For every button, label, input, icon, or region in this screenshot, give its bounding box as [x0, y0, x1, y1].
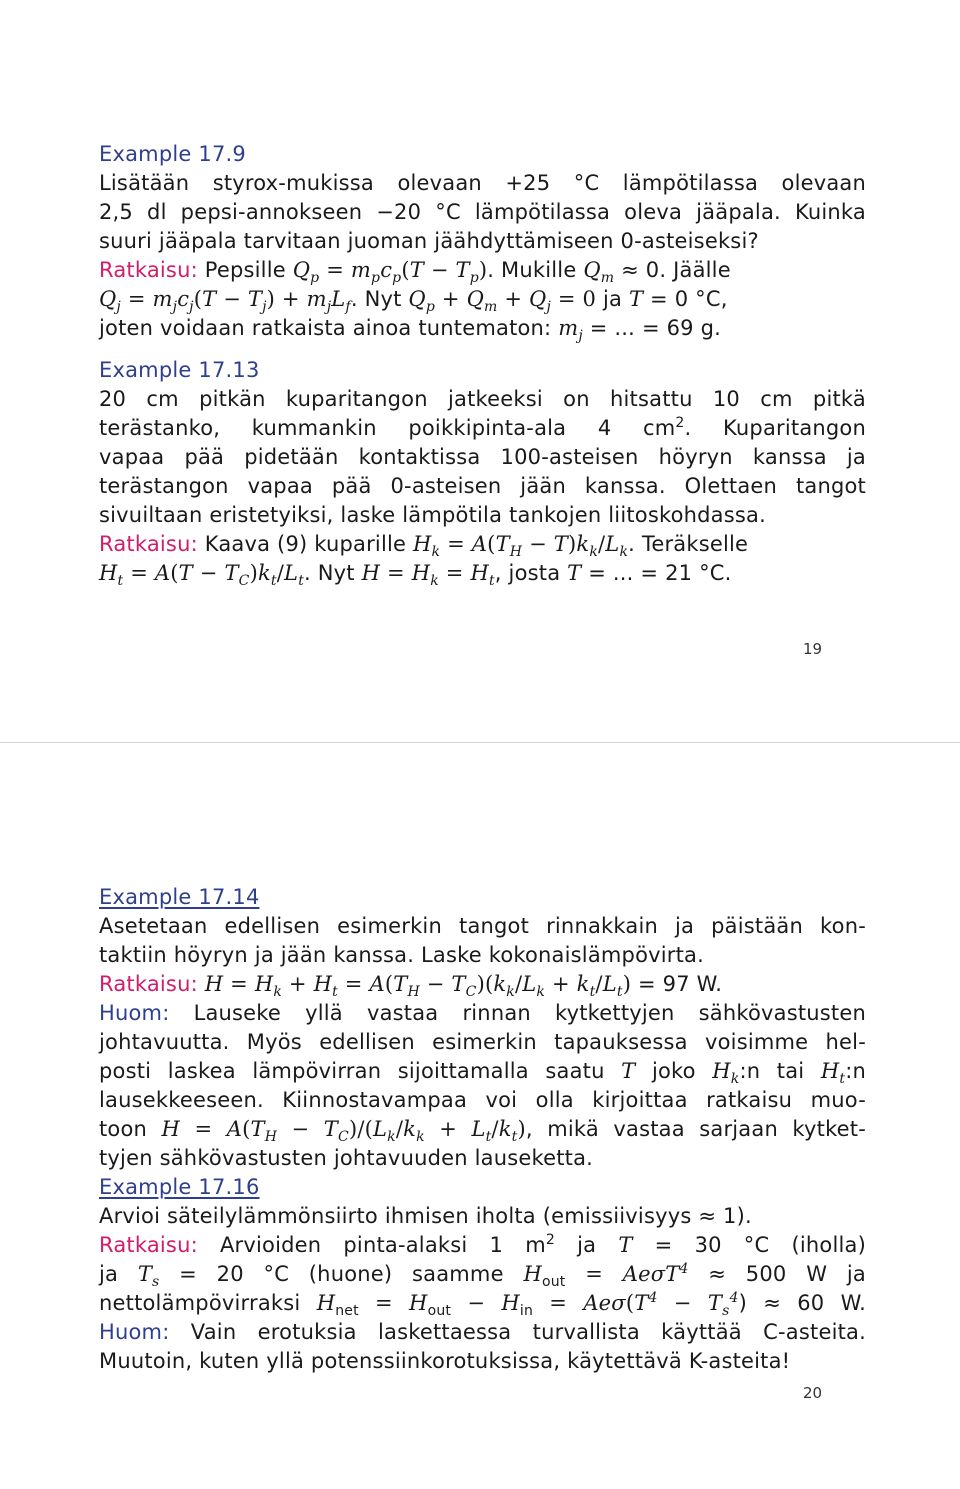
- formula: $H_k$: [712, 1059, 740, 1088]
- example-17-13-heading: Example 17.13: [99, 358, 260, 382]
- example-17-9-solution-line-3: [99, 314, 866, 343]
- page-number: 20: [803, 1384, 823, 1402]
- example-17-9-line-1: Lisätään styrox-mukissa olevaan +25 °C lämpötilassa olevaan: [99, 171, 866, 195]
- text-fragment: , josta: [494, 561, 568, 585]
- example-17-13-line-2: [99, 414, 866, 443]
- text-fragment: = 20 °C (huone) saamme: [159, 1262, 524, 1286]
- example-17-14-note-line-6: tyjen sähkövastusten johtavuuden lauseketta.: [99, 1146, 594, 1170]
- text-fragment: :n tai: [739, 1059, 821, 1083]
- text-fragment: . Mukille: [487, 258, 584, 282]
- formula: $H = H_k + H_t = A(T_H - T_C)(k_k/L_k + k_t/L_t)$: [204, 972, 632, 1001]
- text-fragment: terästanko, kummankin poikkipinta-ala 4 cm: [99, 416, 676, 440]
- text-fragment: joten voidaan ratkaista ainoa tuntematon:: [99, 316, 559, 340]
- solution-label: Ratkaisu:: [99, 972, 198, 996]
- page-number: 19: [803, 640, 823, 658]
- example-17-13-line-5: sivuiltaan eristetyiksi, laske lämpötila tankojen liitoskohdassa.: [99, 503, 766, 527]
- formula: $H = H_k = H_t$: [361, 561, 495, 590]
- example-17-16-heading[interactable]: Example 17.16: [99, 1175, 260, 1199]
- formula: $Q_p = m_pc_p(T - T_p)$: [292, 258, 488, 287]
- text-fragment: ≈ 0. Jäälle: [614, 258, 731, 282]
- formula: $Q_m$: [583, 258, 615, 287]
- slide-page-19: [0, 0, 960, 743]
- example-17-14-note-line-5: [99, 1115, 866, 1144]
- formula: $H_{net} = H_{out} - H_{in} = Ae\sigma(T^4 - T_s^4$: [316, 1290, 739, 1320]
- example-17-14-solution: [99, 970, 866, 999]
- text-fragment: Pepsille: [197, 258, 293, 282]
- text-fragment: Arvioiden pinta-alaksi 1 m: [197, 1233, 546, 1257]
- example-17-14-line-2: taktiin höyryn ja jään kanssa. Laske kokonaislämpövirta.: [99, 943, 704, 967]
- formula: $T_s$: [137, 1262, 160, 1291]
- text-fragment: , mikä vastaa sarjaan kytket-: [525, 1117, 867, 1141]
- formula: $H_t$: [820, 1059, 846, 1088]
- text-fragment: = 0 °C,: [643, 287, 728, 311]
- formula: T: [567, 561, 582, 585]
- formula: $Q_j = m_jc_j(T - T_j) + m_jL_f$: [99, 287, 351, 316]
- example-17-9-heading: Example 17.9: [99, 142, 246, 166]
- text-fragment: ja: [596, 287, 629, 311]
- text-fragment: ≈ 500 W ja: [688, 1262, 866, 1286]
- text-fragment: Kaava (9) kuparille: [197, 532, 414, 556]
- formula: T: [618, 1233, 633, 1257]
- formula: $H = A(T_H - T_C)/(L_k/k_k + L_t/k_t)$: [161, 1117, 526, 1146]
- text-fragment: = 97 W.: [631, 972, 723, 996]
- example-17-14-note-line-1: [99, 999, 866, 1028]
- formula: T: [628, 287, 644, 311]
- solution-label: Ratkaisu:: [99, 532, 198, 556]
- example-17-14-note-line-4: lausekkeeseen. Kiinnostavampaa voi olla kirjoittaa ratkaisu muo-: [99, 1088, 866, 1112]
- text-fragment: . Nyt: [304, 561, 362, 585]
- text-fragment: ja: [99, 1262, 138, 1286]
- text-fragment: . Teräkselle: [628, 532, 749, 556]
- superscript: 2: [675, 415, 685, 431]
- formula: $H_k = A(T_H - T)k_k/L_k$: [413, 532, 629, 561]
- text-fragment: :n: [845, 1059, 866, 1083]
- example-17-13-line-4: terästangon vapaa pää 0-asteisen jään kanssa. Olettaen tangot: [99, 474, 866, 498]
- page-19-content: [99, 140, 866, 588]
- formula: $H_t = A(T - T_C)k_t/L_t$: [99, 561, 305, 590]
- example-17-16-note-line-2: Muutoin, kuten yllä potenssiinkorotuksissa, käytettävä K-asteita!: [99, 1349, 791, 1373]
- example-17-13-line-3: vapaa pää pidetään kontaktissa 100-asteisen höyryn kanssa ja: [99, 445, 866, 469]
- example-17-16-solution-line-2: [99, 1260, 866, 1289]
- formula: T: [621, 1059, 636, 1083]
- text-fragment: . Kuparitangon: [684, 416, 866, 440]
- text-fragment: ja: [555, 1233, 619, 1257]
- text-fragment: = ... = 21 °C.: [581, 561, 732, 585]
- text-fragment: ) ≈ 60 W.: [738, 1291, 867, 1315]
- slide-page-20: [0, 744, 960, 1489]
- example-17-9-solution-line-2: [99, 285, 866, 314]
- example-17-14-note-line-2: johtavuutta. Myös edellisen esimerkin tapauksessa voisimme hel-: [99, 1030, 866, 1054]
- page-20-content: [99, 883, 866, 1376]
- example-17-9-solution-line-1: [99, 256, 866, 285]
- text-fragment: nettolämpövirraksi: [99, 1291, 317, 1315]
- example-17-13-line-1: 20 cm pitkän kuparitangon jatkeeksi on hitsattu 10 cm pitkä: [99, 387, 866, 411]
- text-fragment: = 30 °C (iholla): [632, 1233, 866, 1257]
- example-17-16-line-1: Arvioi säteilylämmönsiirto ihmisen iholta (emissiivisyys ≈ 1).: [99, 1204, 752, 1228]
- note-label: Huom:: [99, 1001, 170, 1025]
- text-fragment: . Nyt: [350, 287, 409, 311]
- text-fragment: Vain erotuksia laskettaessa turvallista käyttää C-asteita.: [169, 1320, 866, 1344]
- text-fragment: = ... = 69 g.: [582, 316, 722, 340]
- text-fragment: posti laskea lämpövirran sijoittamalla saatu: [99, 1059, 622, 1083]
- example-17-13-solution-line-2: [99, 559, 866, 588]
- example-17-16-note-line-1: [99, 1318, 866, 1347]
- formula: $m_j$: [558, 316, 583, 345]
- note-label: Huom:: [99, 1320, 170, 1344]
- example-17-9-line-3: suuri jääpala tarvitaan juoman jäähdyttämiseen 0-asteiseksi?: [99, 229, 759, 253]
- solution-label: Ratkaisu:: [99, 258, 198, 282]
- example-17-14-line-1: Asetetaan edellisen esimerkin tangot rinnakkain ja päistään kon-: [99, 914, 866, 938]
- example-17-16-solution-line-1: [99, 1231, 866, 1260]
- text-fragment: toon: [99, 1117, 162, 1141]
- example-17-14-heading[interactable]: Example 17.14: [99, 885, 260, 909]
- example-17-14-note-line-3: [99, 1057, 866, 1086]
- text-fragment: joko: [635, 1059, 713, 1083]
- superscript: 2: [545, 1232, 555, 1248]
- example-17-9-line-2: 2,5 dl pepsi-annokseen −20 °C lämpötilassa oleva jääpala. Kuinka: [99, 200, 866, 224]
- formula: $Q_p + Q_m + Q_j = 0$: [408, 287, 597, 316]
- solution-label: Ratkaisu:: [99, 1233, 198, 1257]
- example-17-16-solution-line-3: [99, 1289, 866, 1318]
- formula: $H_{out} = Ae\sigma T^4$: [523, 1261, 689, 1291]
- example-17-13-solution-line-1: [99, 530, 866, 559]
- text-fragment: Lauseke yllä vastaa rinnan kytkettyjen sähkövastusten: [169, 1001, 866, 1025]
